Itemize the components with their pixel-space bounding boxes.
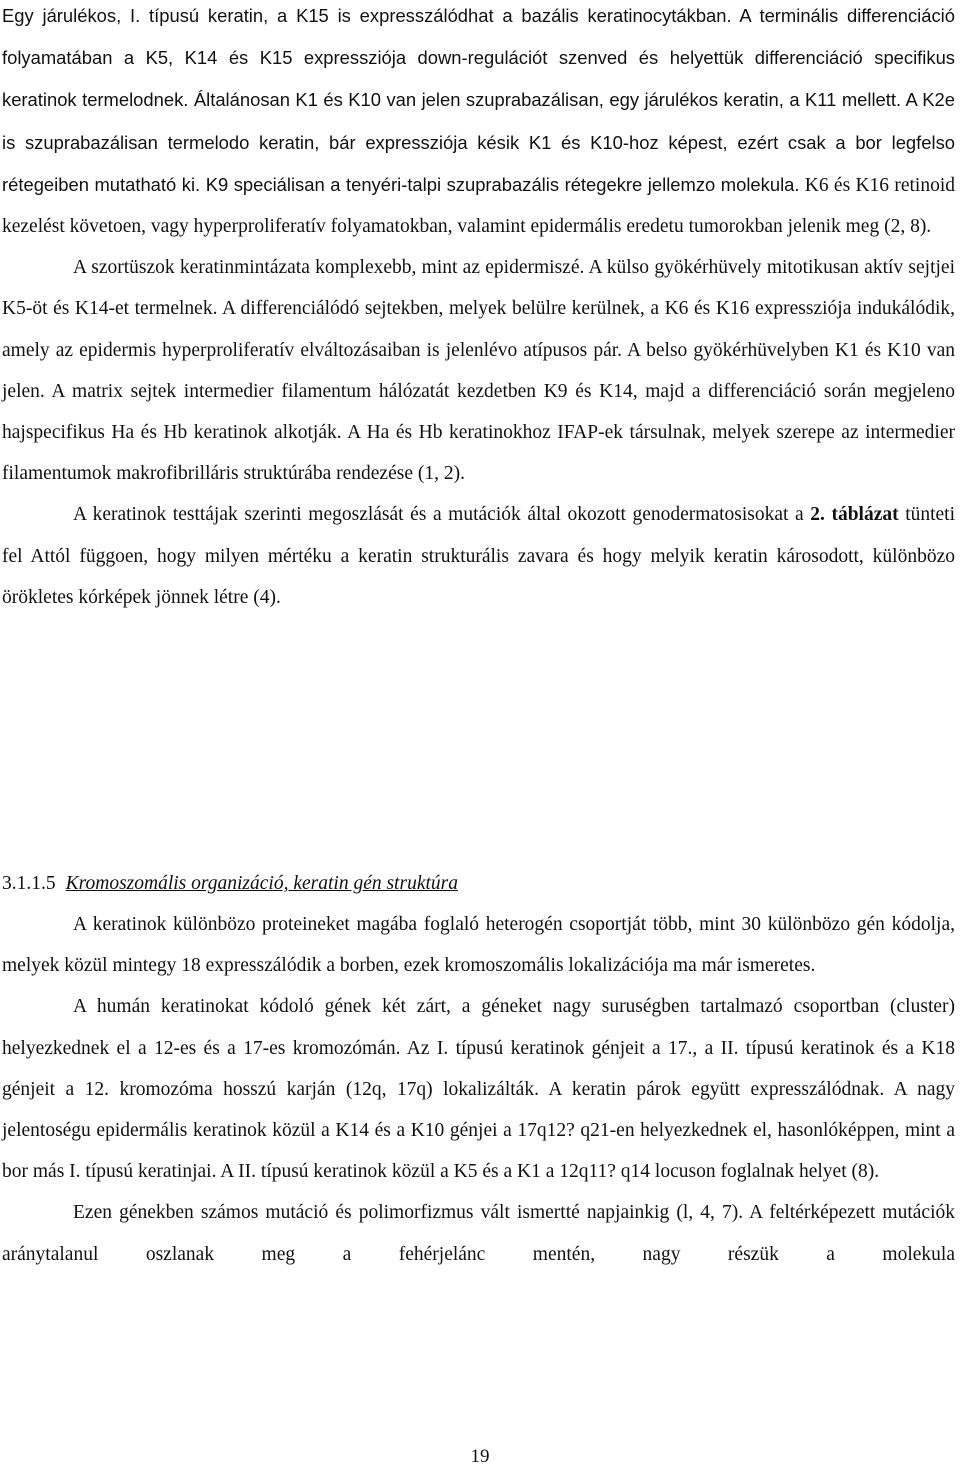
table-reference: 2. táblázat (810, 504, 899, 526)
paragraph-chromosome-location: A humán keratinokat kódoló gének két zárt, a géneket nagy suruségben tartalmazó csoportban (cluster) helyezkednek el a 12-es és a 17-es kromozómán. Az I. típusú keratinok génjeit a 17., a II. típusú keratinok és a K18 génjeit a 12. kromozóma hosszú karján (12q, 17q) lokalizálták. A keratin párok együtt expresszálódnak. A nagy jelentoségu epidermális keratinok közül a K14 és a K10 génjei a 17q12? q21-en helyezkednek el, hasonlóképpen, mint a bor más I. típusú keratinjai. A II. típusú keratinok közül a K5 és a K1 a 12q11? q14 locuson foglalnak helyet (8). (2, 996, 955, 1183)
section-title: Kromoszomális organizáció, keratin gén struktúra (65, 873, 458, 894)
paragraph-gene-count: A keratinok különbözo proteineket magába foglaló heterogén csoportját több, mint 30 különbözo gén kódolja, melyek közül mintegy 18 expresszálódik a borben, ezek kromoszomális lokalizációja ma már ismeretes. (2, 914, 955, 977)
section-number: 3.1.1.5 (2, 873, 56, 894)
paragraph-hair-follicle: A szortüszok keratinmintázata komplexebb, mint az epidermiszé. A külso gyökérhüvely mitotikusan aktív sejtjei K5-öt és K14-et termelnek. A differenciálódó sejtekben, melyek belülre kerülnek, a K6 és K16 expressziója indukálódik, amely az epidermis hyperproliferatív elváltozásaiban is jelenlévo atípusos pár. A belso gyökérhüvelyben K1 és K10 van jelen. A matrix sejtek intermedier filamentum hálózatát kezdetben K9 és K14, majd a differenciáció során megjeleno hajspecifikus Ha és Hb keratinok alkotják. A Ha és Hb keratinokhoz IFAP-ek társulnak, melyek szerepe az intermedier filamentumok makrofibrilláris struktúrába rendezése (1, 2). (2, 257, 955, 485)
text-block-top (2, 0, 955, 618)
paragraph-sans-text: Egy járulékos, I. típusú keratin, a K15 is expresszálódhat a bazális keratinocytákban. A terminális differenciáció folyamatában a K5, K14 és K15 expressziója down-regulációt szenved és helyettük differenciáció specifikus keratinok termelodnek. Általánosan K1 és K10 van jelen szuprabazálisan, egy járulékos keratin, a K11 mellett. A K2e is szuprabazálisan termelodo keratin, bár expressziója késik K1 és K10-hoz képest, ezért csak a bor legfelso rétegeiben mutatható ki. K9 speciálisan a tenyéri-talpi szuprabazális rétegekre jellemzo molekula. (2, 5, 955, 195)
paragraph-mutations: Ezen génekben számos mutáció és polimorfizmus vált ismertté napjainkig (l, 4, 7). A feltérképezett mutációk aránytalanul oszlanak meg a fehérjelánc mentén, nagy részük a molekula (2, 1202, 955, 1265)
paragraph-text-after: tünteti fel Attól függoen, hogy milyen mértéku a keratin strukturális zavara és hogy melyik keratin károsodott, különbözo örökletes kórképek jönnek létre (4). (2, 504, 956, 608)
paragraph-keratin-differentiation (2, 0, 955, 247)
page-number: 19 (470, 1446, 490, 1467)
section-heading (2, 863, 955, 904)
paragraph-text-before: A keratinok testtájak szerinti megoszlását és a mutációk által okozott genodermatosisokat a (73, 504, 811, 526)
paragraph-serif-text: K6 és K16 retinoid kezelést követoen, vagy hyperproliferatív folyamatokban, valamint epidermális eredetu tumorokban jelenik meg (2, 8). (2, 174, 956, 238)
text-block-bottom (2, 904, 955, 1275)
paragraph-table-reference (2, 494, 955, 618)
